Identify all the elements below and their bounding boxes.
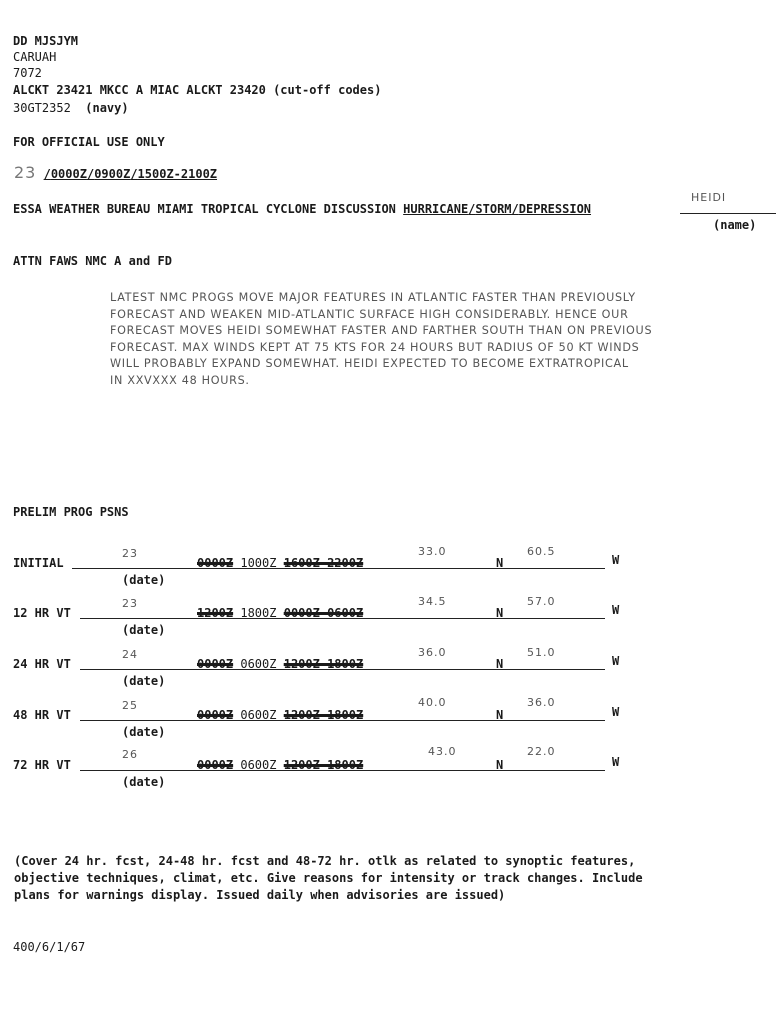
- row-lon: 51.0: [527, 646, 556, 659]
- header-line-5: [13, 101, 129, 115]
- row-struck-b: 1200Z-1800Z: [283, 758, 364, 772]
- row-date-label: (date): [122, 775, 166, 789]
- row-lon: 60.5: [527, 545, 556, 558]
- row-lat: 34.5: [418, 595, 447, 608]
- row-ew: W: [612, 705, 620, 719]
- row-kept: 0600Z: [240, 708, 277, 722]
- row-date-label: (date): [122, 725, 166, 739]
- row-ew: W: [612, 603, 620, 617]
- row-lon: 22.0: [527, 745, 556, 758]
- name-label: (name): [713, 218, 757, 232]
- row-lat: 36.0: [418, 646, 447, 659]
- row-date: 26: [122, 748, 138, 761]
- row-ns: N: [496, 556, 504, 570]
- header-note: (navy): [85, 101, 129, 115]
- row-lon: 36.0: [527, 696, 556, 709]
- row-date: 23: [122, 597, 138, 610]
- row-lat: 33.0: [418, 545, 447, 558]
- row-ns: N: [496, 708, 504, 722]
- form-number: 400/6/1/67: [13, 940, 86, 954]
- row-label: 24 HR VT: [13, 657, 71, 671]
- row-kept: 1800Z: [240, 606, 277, 620]
- row-times: [197, 606, 363, 620]
- title-struck-storm: STORM: [475, 202, 512, 216]
- header-line-3: 7072: [13, 66, 42, 80]
- row-date-label: (date): [122, 674, 166, 688]
- discussion-line: WILL PROBABLY EXPAND SOMEWHAT. HEIDI EXPECTED TO BECOME EXTRATROPICAL: [110, 357, 629, 370]
- row-struck-a: 0000Z: [197, 708, 234, 722]
- title-kind: HURRICANE: [403, 202, 469, 216]
- row-struck-b: 0000Z-0600Z: [283, 606, 364, 620]
- row-ns: N: [496, 758, 504, 772]
- row-ew: W: [612, 755, 620, 769]
- time-struck-b: 1500Z-2100Z: [137, 167, 218, 181]
- instructions-line: (Cover 24 hr. fcst, 24-48 hr. fcst and 48-72 hr. otlk as related to synoptic features,: [14, 854, 636, 868]
- row-struck-a: 0000Z: [197, 657, 234, 671]
- header-line-1: DD MJSJYM: [13, 34, 79, 48]
- row-label: 48 HR VT: [13, 708, 71, 722]
- instructions-line: plans for warnings display. Issued daily when advisories are issued): [14, 888, 506, 902]
- row-kept: 1000Z: [240, 556, 277, 570]
- row-struck-b: 1600Z-2200Z: [283, 556, 364, 570]
- row-lat: 43.0: [428, 745, 457, 758]
- header-line-2: CARUAH: [13, 50, 57, 64]
- row-struck-a: 0000Z: [197, 758, 234, 772]
- row-label: 72 HR VT: [13, 758, 71, 772]
- discussion-line: FORECAST AND WEAKEN MID-ATLANTIC SURFACE HIGH CONSIDERABLY. HENCE OUR: [110, 307, 629, 321]
- row-times: [197, 657, 363, 671]
- attn-line: ATTN FAWS NMC A and FD: [13, 254, 172, 268]
- row-ew: W: [612, 654, 620, 668]
- title-line: [13, 202, 591, 216]
- instructions-note: [14, 853, 643, 904]
- row-lon: 57.0: [527, 595, 556, 608]
- name-underline: [680, 213, 776, 214]
- time-slash: /: [43, 167, 51, 181]
- header-line-4: ALCKT 23421 MKCC A MIAC ALCKT 23420 (cut-off codes): [13, 83, 382, 97]
- classification-label: FOR OFFICIAL USE ONLY: [13, 135, 165, 149]
- row-date-label: (date): [122, 623, 166, 637]
- row-times: [197, 758, 363, 772]
- row-times: [197, 708, 363, 722]
- discussion-text: [110, 290, 750, 389]
- time-line: [14, 163, 218, 182]
- row-date-label: (date): [122, 573, 166, 587]
- time-struck-a: 0000Z: [50, 167, 87, 181]
- row-date: 24: [122, 648, 138, 661]
- prelim-title: PRELIM PROG PSNS: [13, 505, 129, 519]
- row-kept: 0600Z: [240, 657, 277, 671]
- header-code: 30GT2352: [13, 101, 71, 115]
- row-struck-b: 1200Z-1800Z: [283, 708, 364, 722]
- time-kept: 0900Z: [94, 167, 131, 181]
- row-struck-b: 1200Z-1800Z: [283, 657, 364, 671]
- discussion-line: FORECAST MOVES HEIDI SOMEWHAT FASTER AND FARTHER SOUTH THAN ON PREVIOUS: [110, 324, 653, 337]
- row-ns: N: [496, 657, 504, 671]
- time-day: 23: [14, 163, 37, 182]
- discussion-line: FORECAST. MAX WINDS KEPT AT 75 KTS FOR 24 HOURS BUT RADIUS OF 50 KT WINDS: [110, 340, 640, 354]
- row-struck-a: 0000Z: [197, 556, 234, 570]
- discussion-line: IN XXVXXX 48 HOURS.: [110, 373, 250, 387]
- row-times: [197, 556, 363, 570]
- time-sep-b: /: [130, 167, 138, 181]
- time-sep-a: /: [86, 167, 95, 181]
- row-date: 23: [122, 547, 138, 560]
- title-sep-1: /: [468, 202, 476, 216]
- row-label: 12 HR VT: [13, 606, 71, 620]
- instructions-line: objective techniques, climat, etc. Give reasons for intensity or track changes. Include: [14, 871, 643, 885]
- discussion-line: LATEST NMC PROGS MOVE MAJOR FEATURES IN ATLANTIC FASTER THAN PREVIOUSLY: [110, 291, 636, 304]
- row-lat: 40.0: [418, 696, 447, 709]
- row-ns: N: [496, 606, 504, 620]
- title-prefix: ESSA WEATHER BUREAU MIAMI TROPICAL CYCLONE DISCUSSION: [13, 202, 396, 216]
- row-label: INITIAL: [13, 556, 64, 570]
- row-ew: W: [612, 553, 620, 567]
- row-struck-a: 1200Z: [197, 606, 234, 620]
- title-struck-depression: DEPRESSION: [518, 202, 592, 216]
- title-sep-2: /: [511, 202, 519, 216]
- row-kept: 0600Z: [240, 758, 277, 772]
- row-date: 25: [122, 699, 138, 712]
- storm-name: HEIDI: [691, 191, 727, 204]
